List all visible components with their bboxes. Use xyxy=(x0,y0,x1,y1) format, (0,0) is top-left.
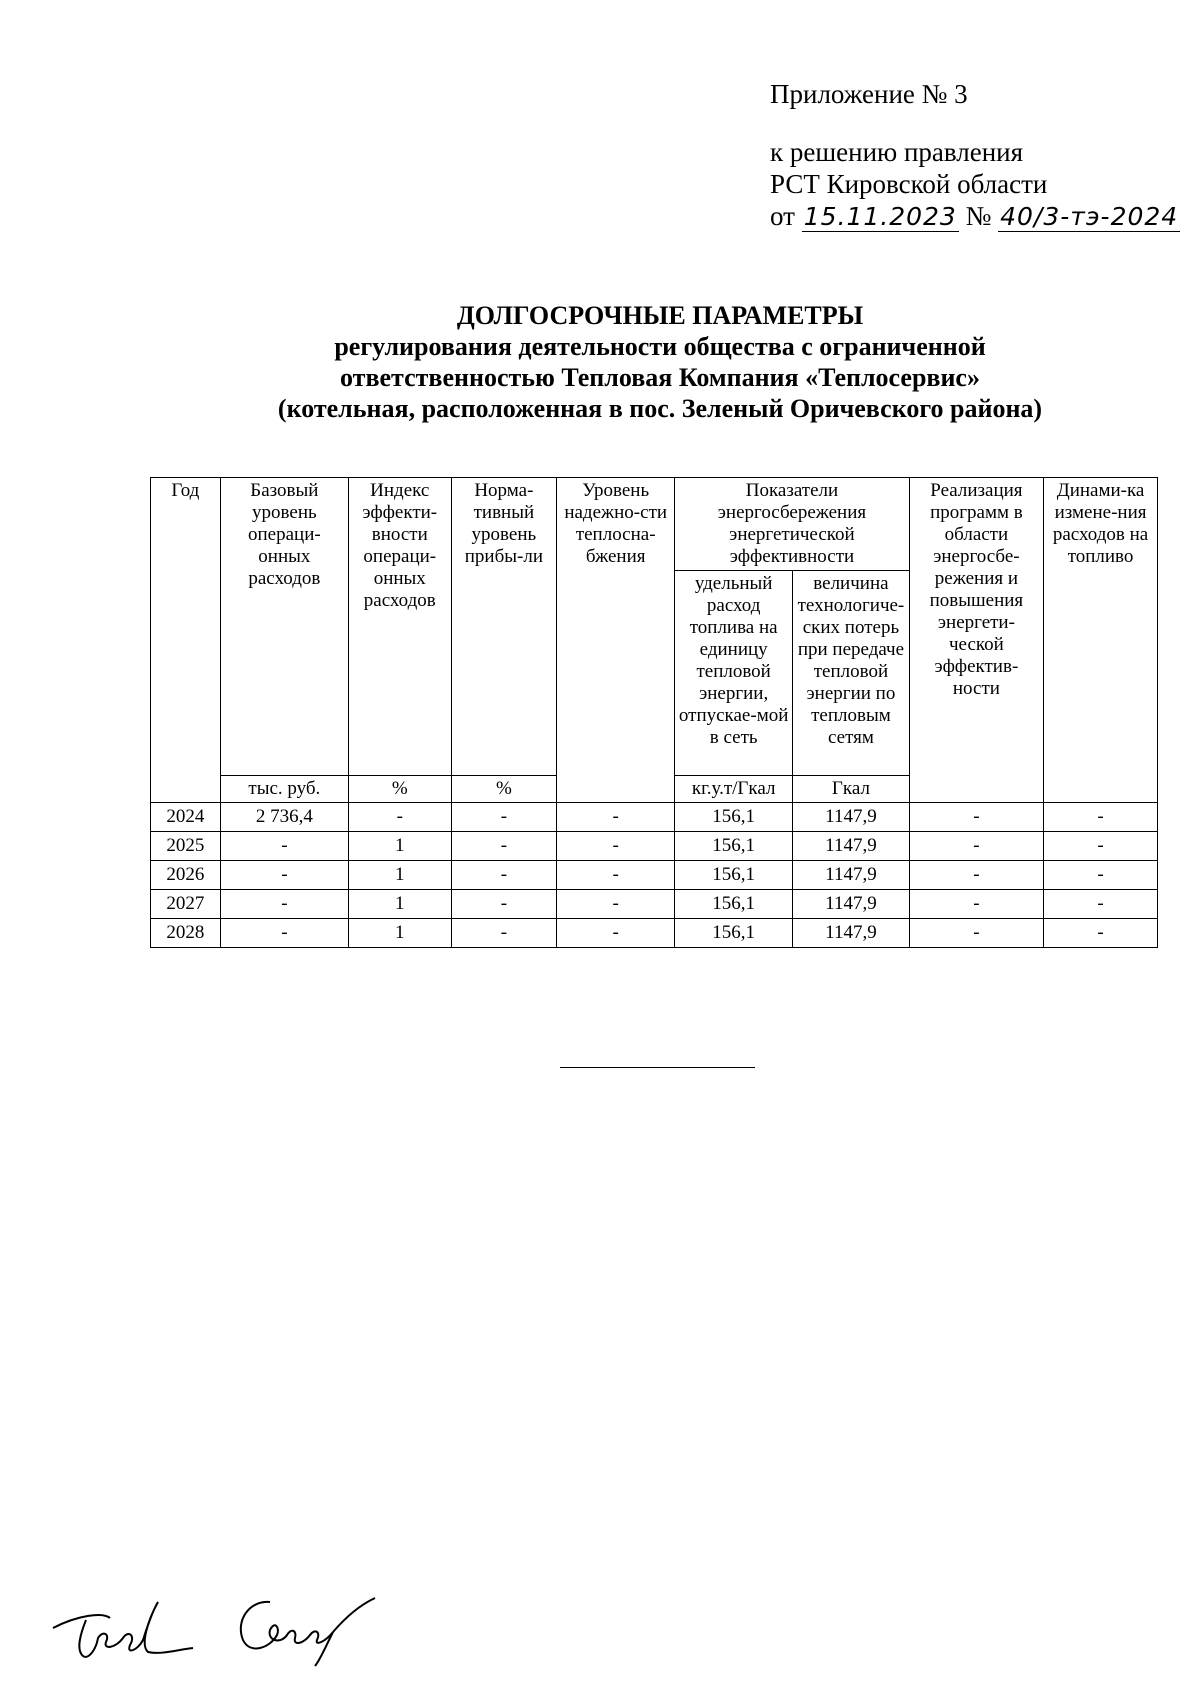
cell-heat-losses: 1147,9 xyxy=(793,832,910,861)
cell-fuel-consumption: 156,1 xyxy=(675,919,793,948)
unit-efficiency-index: % xyxy=(348,776,451,803)
table-row xyxy=(151,890,1158,919)
title-heading: ДОЛГОСРОЧНЫЕ ПАРАМЕТРЫ xyxy=(456,301,864,330)
header-base-opex: Базовый уровень операци-онных расходов xyxy=(220,478,348,776)
cell-year: 2027 xyxy=(151,890,221,919)
cell-year: 2025 xyxy=(151,832,221,861)
title-line-3: ответственностью Тепловая Компания «Теплосервис» xyxy=(340,363,980,392)
cell-efficiency-index: 1 xyxy=(348,832,451,861)
cell-programs: - xyxy=(909,803,1043,832)
appendix-authority: РСТ Кировской области xyxy=(770,169,1048,199)
unit-fuel-consumption: кг.у.т/Гкал xyxy=(675,776,793,803)
cell-year: 2028 xyxy=(151,919,221,948)
cell-profit-level: - xyxy=(451,919,557,948)
decision-date: 15.11.2023 xyxy=(803,202,957,231)
header-reliability: Уровень надежно-сти теплосна-бжения xyxy=(557,478,675,803)
header-energy-saving-group: Показатели энергосбережения энергетической эффективности xyxy=(675,478,910,571)
cell-programs: - xyxy=(909,861,1043,890)
cell-base-opex: - xyxy=(220,919,348,948)
appendix-decision: к решению правления xyxy=(770,137,1024,167)
table-body xyxy=(151,803,1158,948)
cell-reliability: - xyxy=(557,890,675,919)
cell-base-opex: - xyxy=(220,890,348,919)
signature-1 xyxy=(48,1590,198,1665)
cell-fuel-dynamics: - xyxy=(1044,890,1158,919)
cell-reliability: - xyxy=(557,832,675,861)
cell-fuel-consumption: 156,1 xyxy=(675,890,793,919)
title-line-2: регулирования деятельности общества с ограниченной xyxy=(334,332,986,361)
cell-base-opex: 2 736,4 xyxy=(220,803,348,832)
cell-profit-level: - xyxy=(451,803,557,832)
unit-heat-losses: Гкал xyxy=(793,776,910,803)
header-programs: Реализация программ в области энергосбе-режения и повышения энергети-ческой эффектив-ности xyxy=(909,478,1043,803)
cell-programs: - xyxy=(909,832,1043,861)
cell-efficiency-index: 1 xyxy=(348,861,451,890)
cell-fuel-dynamics: - xyxy=(1044,803,1158,832)
cell-fuel-dynamics: - xyxy=(1044,919,1158,948)
header-efficiency-index: Индекс эффекти-вности операци-онных расходов xyxy=(348,478,451,776)
cell-fuel-dynamics: - xyxy=(1044,861,1158,890)
signature-2 xyxy=(225,1590,395,1670)
cell-base-opex: - xyxy=(220,861,348,890)
cell-base-opex: - xyxy=(220,832,348,861)
cell-heat-losses: 1147,9 xyxy=(793,861,910,890)
cell-fuel-consumption: 156,1 xyxy=(675,803,793,832)
cell-profit-level: - xyxy=(451,861,557,890)
cell-profit-level: - xyxy=(451,890,557,919)
parameters-table xyxy=(150,477,1158,948)
header-heat-losses: величина технологиче-ских потерь при передаче тепловой энергии по тепловым сетям xyxy=(793,571,910,776)
decision-number: 40/3-тэ-2024 xyxy=(1000,202,1179,231)
table-row xyxy=(151,919,1158,948)
header-profit-level: Норма-тивный уровень прибы-ли xyxy=(451,478,557,776)
cell-efficiency-index: 1 xyxy=(348,890,451,919)
cell-reliability: - xyxy=(557,861,675,890)
cell-efficiency-index: 1 xyxy=(348,919,451,948)
cell-year: 2026 xyxy=(151,861,221,890)
title-line-4: (котельная, расположенная в пос. Зеленый Оричевского района) xyxy=(277,394,1043,423)
appendix-number: Приложение № 3 xyxy=(770,79,968,109)
cell-efficiency-index: - xyxy=(348,803,451,832)
cell-fuel-consumption: 156,1 xyxy=(675,832,793,861)
cell-profit-level: - xyxy=(451,832,557,861)
header-fuel-dynamics: Динами-ка измене-ния расходов на топливо xyxy=(1044,478,1158,803)
cell-fuel-dynamics: - xyxy=(1044,832,1158,861)
cell-reliability: - xyxy=(557,919,675,948)
number-label: № xyxy=(965,201,992,231)
cell-heat-losses: 1147,9 xyxy=(793,919,910,948)
cell-reliability: - xyxy=(557,803,675,832)
unit-base-opex: тыс. руб. xyxy=(220,776,348,803)
table-row xyxy=(151,832,1158,861)
from-label: от xyxy=(770,201,795,231)
cell-programs: - xyxy=(909,890,1043,919)
appendix-block xyxy=(770,78,1180,233)
end-divider xyxy=(560,1067,755,1068)
header-fuel-consumption: удельный расход топлива на единицу тепловой энергии, отпускае-мой в сеть xyxy=(675,571,793,776)
cell-heat-losses: 1147,9 xyxy=(793,890,910,919)
header-year: Год xyxy=(151,478,221,803)
appendix-date-line xyxy=(770,200,1180,233)
unit-profit-level: % xyxy=(451,776,557,803)
cell-programs: - xyxy=(909,919,1043,948)
table-row xyxy=(151,861,1158,890)
cell-fuel-consumption: 156,1 xyxy=(675,861,793,890)
cell-heat-losses: 1147,9 xyxy=(793,803,910,832)
cell-year: 2024 xyxy=(151,803,221,832)
document-title xyxy=(150,300,1170,424)
table-row xyxy=(151,803,1158,832)
